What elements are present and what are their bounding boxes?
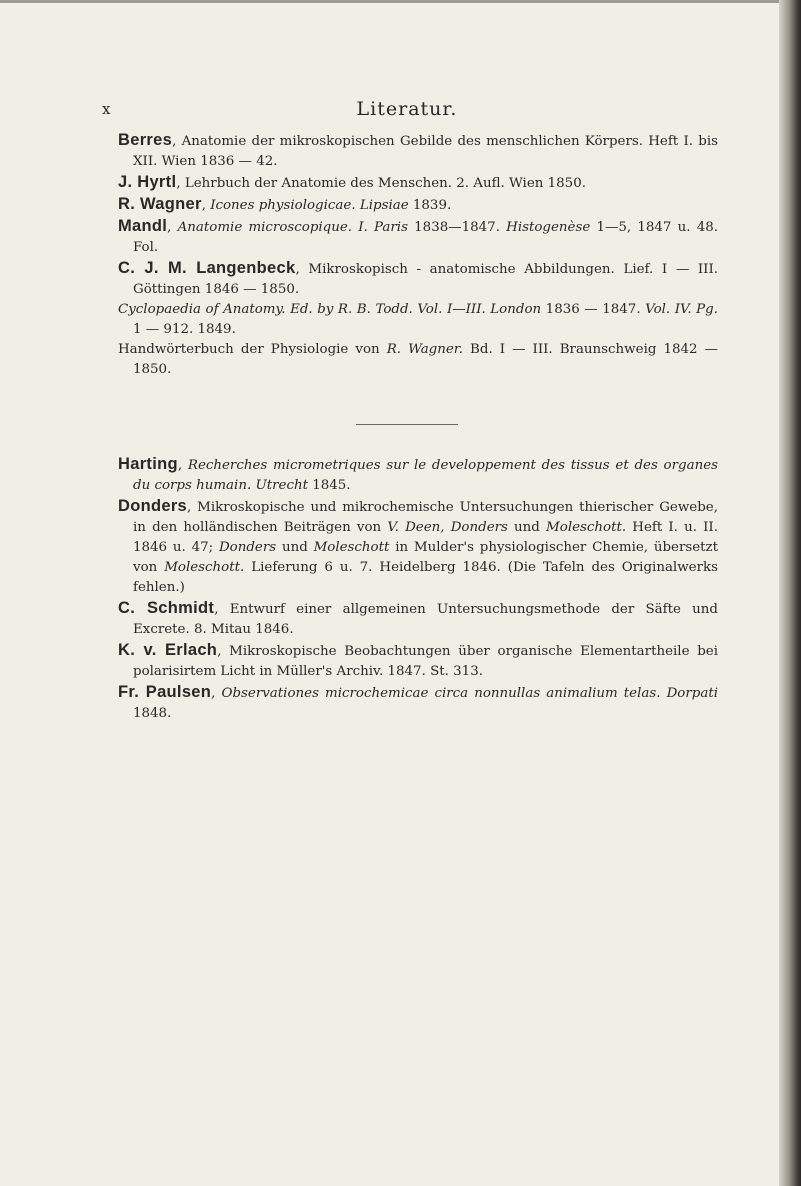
entry-italic-text: Observationes microchemicae circa nonnullas animalium telas. Dorpati <box>221 686 718 701</box>
entry-italic-text: Moleschott. <box>164 560 245 575</box>
entry-italic-text: R. Wagner. <box>386 342 463 357</box>
bibliography-entry <box>118 258 718 300</box>
bibliography-block-2 <box>118 454 718 724</box>
entry-text: 1 — 912. 1849. <box>133 322 236 337</box>
entry-italic-text: V. Deen, Donders <box>387 520 508 535</box>
bibliography-entry <box>118 130 718 172</box>
entry-author: C. Schmidt <box>118 599 215 617</box>
entry-text: , <box>201 198 211 213</box>
entry-author: J. Hyrtl <box>118 173 177 191</box>
entry-text: , <box>211 686 222 701</box>
entry-text: , Mikroskopische Beobachtungen über organische Elementartheile bei polarisirtem Licht in Müller's Archiv. 1847. St. 313. <box>133 644 718 679</box>
entry-italic-text: Moleschott <box>313 540 390 555</box>
entry-text: , Anatomie der mikroskopischen Gebilde des menschlichen Körpers. Heft I. bis XII. Wien 1836 — 42. <box>133 134 718 169</box>
page-title: Literatur. <box>356 98 458 120</box>
bibliography-entry <box>118 340 718 380</box>
entry-text: 1839. <box>408 198 452 213</box>
entry-text: 1848. <box>133 706 172 721</box>
scan-binding-edge <box>779 0 801 1186</box>
entry-text: Heft I. u. II. 1846 u. 47; <box>133 520 718 555</box>
entry-italic-text: Icones physiologicae. Lipsiae <box>210 198 409 213</box>
entry-text: und <box>276 540 314 555</box>
entry-italic-text: Histogenèse <box>506 220 591 235</box>
bibliography-entry <box>118 300 718 340</box>
entry-author: Fr. Paulsen <box>118 683 212 701</box>
entry-italic-text: Moleschott. <box>546 520 627 535</box>
entry-text: , Entwurf einer allgemeinen Untersuchungsmethode der Säfte und Excrete. 8. Mitau 1846. <box>133 602 718 637</box>
entry-author: K. v. Erlach <box>118 641 218 659</box>
entry-text: 1—5, 1847 u. 48. Fol. <box>133 220 719 255</box>
entry-author: Donders <box>118 497 188 515</box>
entry-text: , Lehrbuch der Anatomie des Menschen. 2. Aufl. Wien 1850. <box>176 176 586 191</box>
entry-text: Handwörterbuch der Physiologie von <box>118 342 387 357</box>
bibliography-entry <box>118 194 718 216</box>
bibliography-entry <box>118 682 718 724</box>
entry-author: Berres <box>118 131 173 149</box>
entry-text: Lieferung 6 u. 7. Heidelberg 1846. (Die Tafeln des Originalwerks fehlen.) <box>133 560 718 595</box>
entry-text: in Mulder's physiologischer Chemie, übersetzt von <box>133 540 718 575</box>
entry-text: 1838—1847. <box>407 220 507 235</box>
bibliography-entry <box>118 216 718 258</box>
bibliography-entry <box>118 598 718 640</box>
bibliography-entry <box>118 454 718 496</box>
entry-text: 1836 — 1847. <box>541 302 646 317</box>
entry-text: , Mikroskopische und mikrochemische Untersuchungen thierischer Gewebe, in den holländischen Beiträgen von <box>133 500 718 535</box>
bibliography-entry <box>118 172 718 194</box>
entry-text: und <box>507 520 547 535</box>
section-divider <box>356 424 458 425</box>
entry-text: , <box>177 458 188 473</box>
entry-text: , <box>167 220 178 235</box>
page-number: x <box>102 100 112 118</box>
entry-italic-text: Cyclopaedia of Anatomy. Ed. by R. B. Todd. Vol. I—III. London <box>118 302 542 317</box>
entry-author: R. Wagner <box>118 195 202 213</box>
entry-italic-text: Donders <box>218 540 277 555</box>
entry-italic-text: Anatomie microscopique. I. Paris <box>177 220 408 235</box>
entry-text: 1845. <box>307 478 351 493</box>
entry-author: Mandl <box>118 217 168 235</box>
bibliography-entry <box>118 640 718 682</box>
page-header <box>102 96 712 122</box>
entry-author: C. J. M. Langenbeck <box>118 259 296 277</box>
bibliography-block-1 <box>118 130 718 380</box>
entry-text: Bd. I — III. Braunschweig 1842 — 1850. <box>133 342 718 377</box>
entry-text: , Mikroskopisch - anatomische Abbildungen. Lief. I — III. Göttingen 1846 — 1850. <box>133 262 719 297</box>
bibliography-entry <box>118 496 718 598</box>
entry-author: Harting <box>118 455 178 473</box>
entry-italic-text: Recherches micrometriques sur le developpement des tissus et des organes du corps humain. Utrecht <box>133 458 718 493</box>
entry-italic-text: Vol. IV. Pg. <box>645 302 718 317</box>
scan-top-edge <box>0 0 801 3</box>
